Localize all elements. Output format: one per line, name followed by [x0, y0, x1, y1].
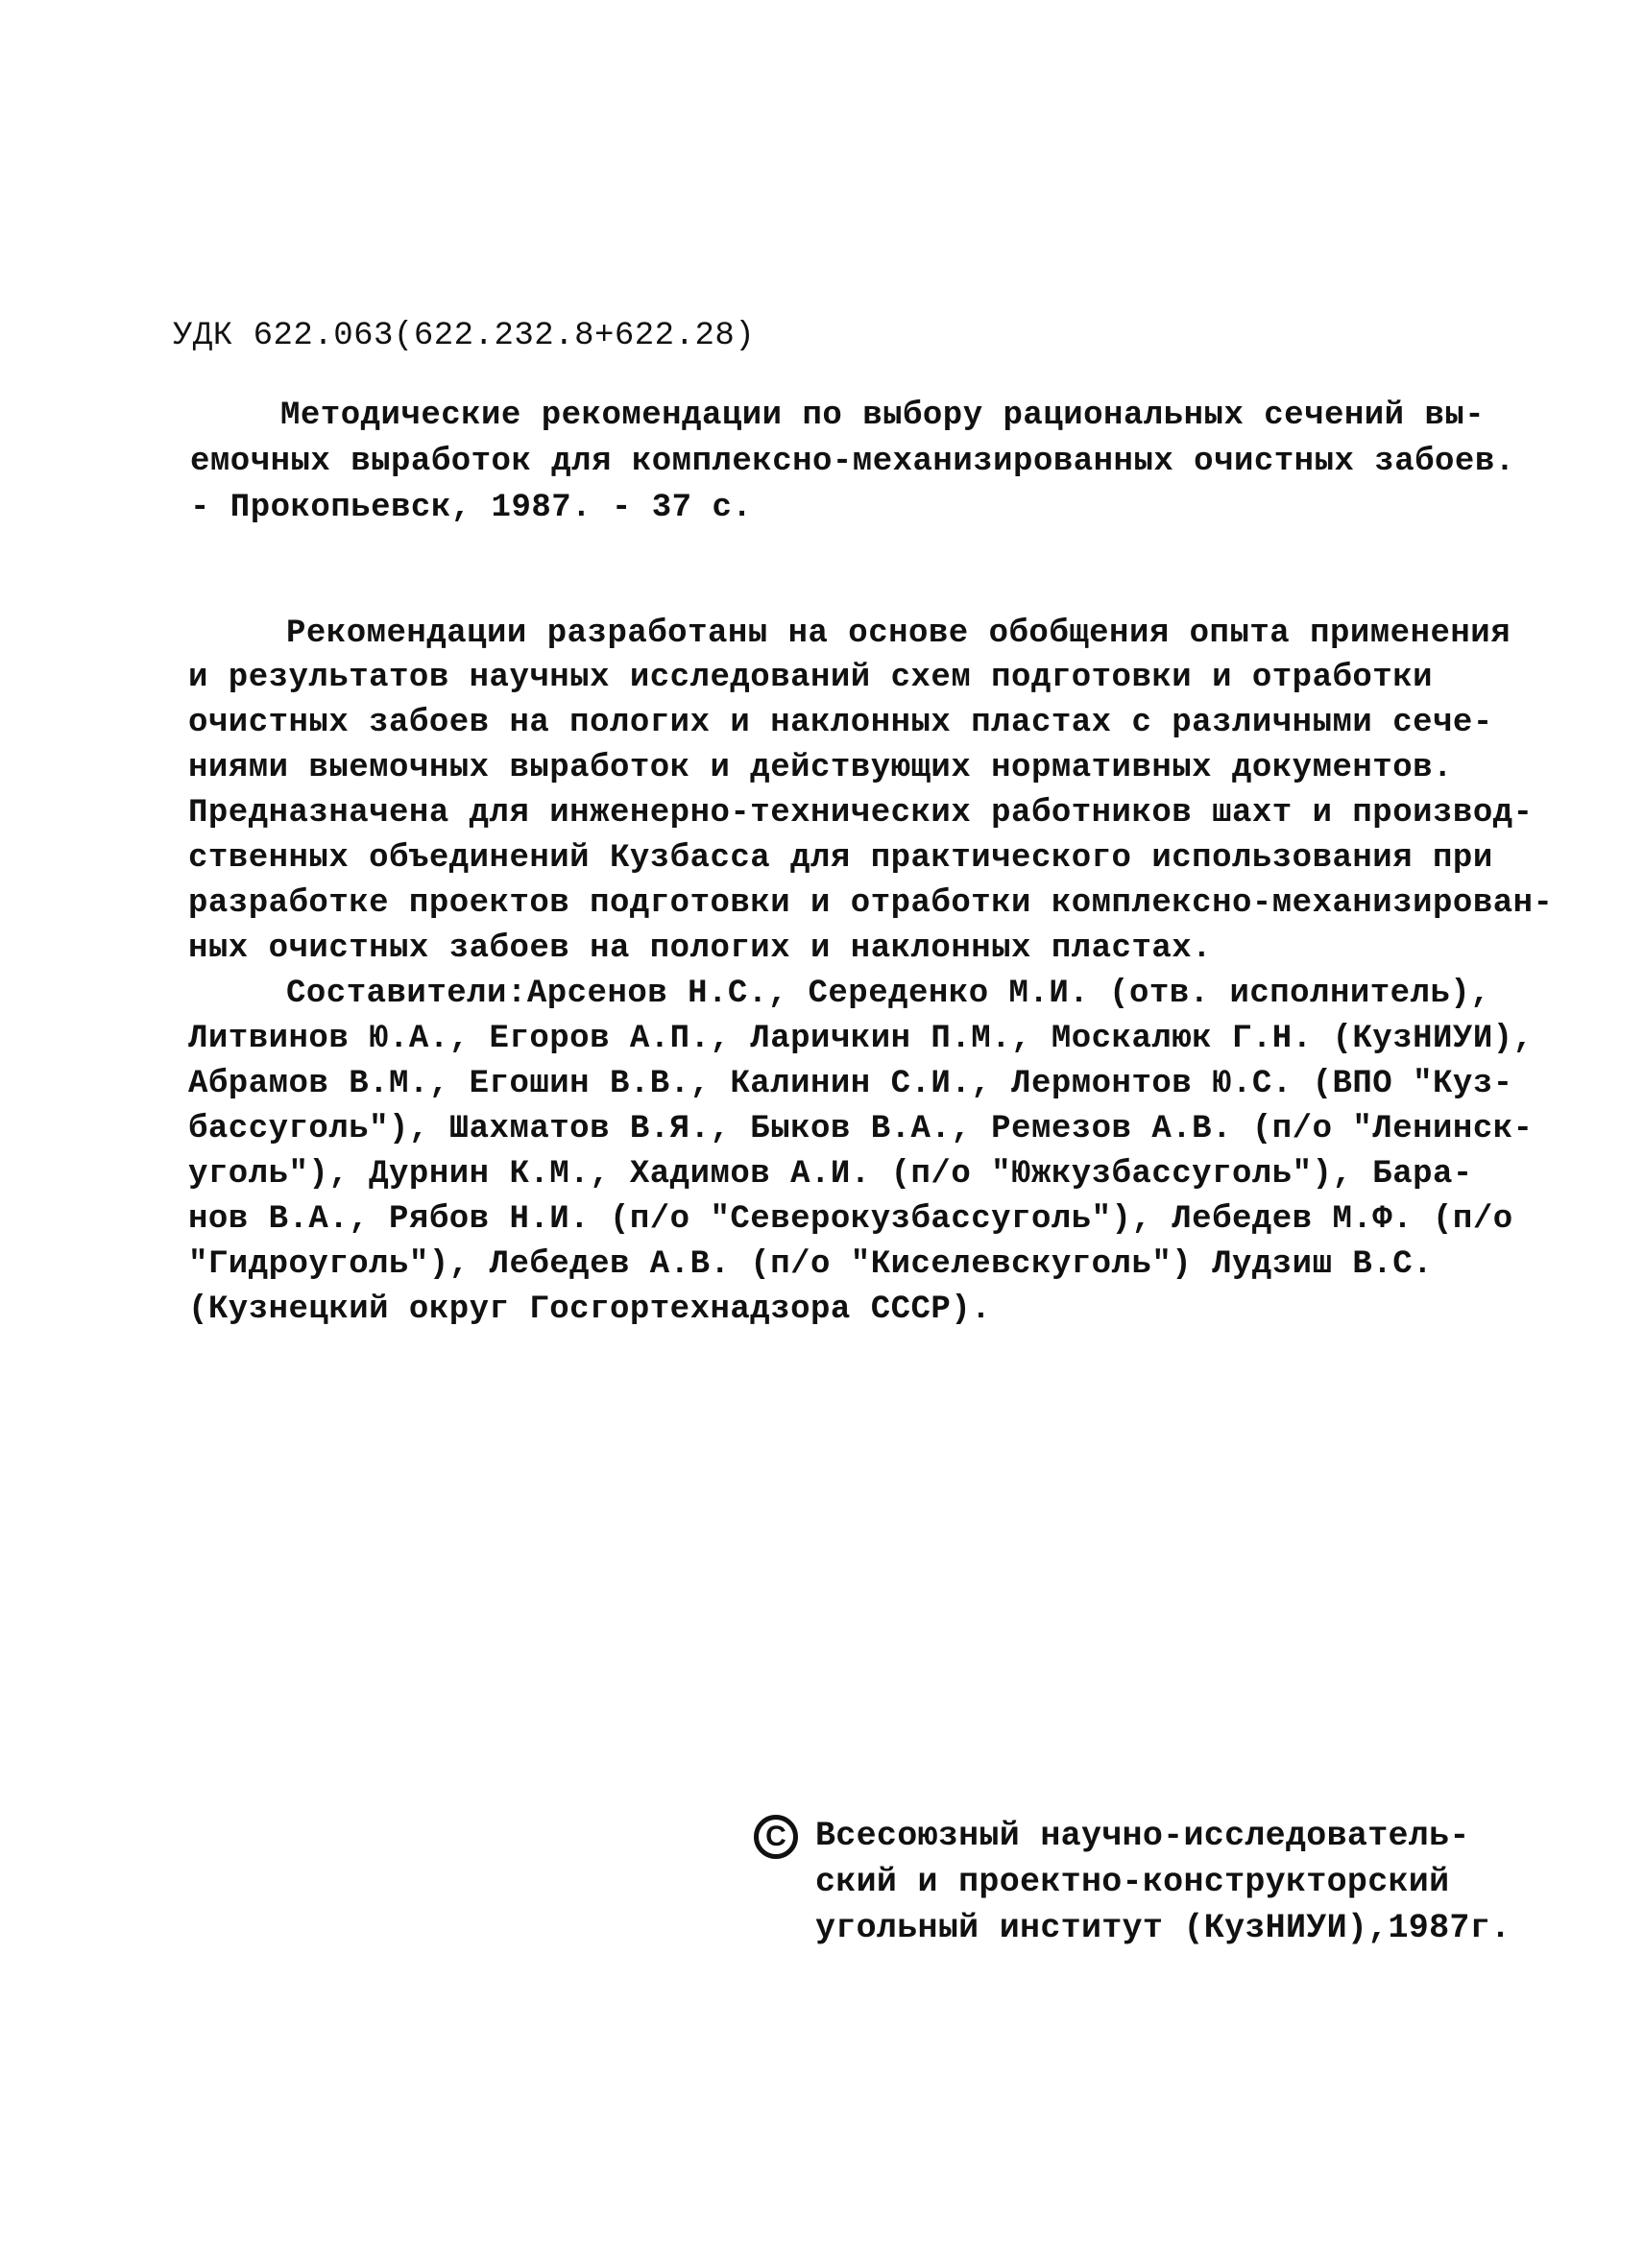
authors-line-6: нов В.А., Рябов Н.И. (п/о "Северокузбассуголь"), Лебедев М.Ф. (п/о	[188, 1201, 1513, 1238]
authors-line-5: уголь"), Дурнин К.М., Хадимов А.И. (п/о "Южкузбассуголь"), Бара-	[188, 1156, 1473, 1193]
abstract-line-5: Предназначена для инженерно-технических работников шахт и производ-	[188, 795, 1534, 832]
copyright-icon: C	[754, 1815, 798, 1859]
authors-line-1: Составители:Арсенов Н.С., Середенко М.И. (отв. исполнитель),	[286, 976, 1491, 1012]
copyright-line-1: Всесоюзный научно-исследователь-	[815, 1817, 1470, 1855]
authors-line-4: бассуголь"), Шахматов В.Я., Быков В.А., Ремезов А.В. (п/о "Ленинск-	[188, 1111, 1534, 1147]
copyright-line-3: угольный институт (КузНИУИ),1987г.	[815, 1909, 1511, 1947]
bibliographic-line-3: - Прокопьевск, 1987. - 37 с.	[190, 490, 753, 526]
authors-line-8: (Кузнецкий округ Госгортехнадзора СССР).	[188, 1291, 992, 1328]
abstract-line-3: очистных забоев на пологих и наклонных пластах с различными сече-	[188, 705, 1493, 741]
abstract-line-8: ных очистных забоев на пологих и наклонных пластах.	[188, 930, 1213, 967]
bibliographic-line-2: емочных выработок для комплексно-механизированных очистных забоев.	[190, 444, 1515, 480]
abstract-line-6: ственных объединений Кузбасса для практического использования при	[188, 840, 1493, 877]
bibliographic-line-1: Методические рекомендации по выбору рациональных сечений вы-	[280, 398, 1486, 434]
abstract-line-1: Рекомендации разработаны на основе обобщения опыта применения	[286, 615, 1511, 652]
copyright-line-2: ский и проектно-конструкторский	[815, 1863, 1450, 1901]
abstract-line-7: разработке проектов подготовки и отработки комплексно-механизирован-	[188, 885, 1554, 922]
authors-line-3: Абрамов В.М., Егошин В.В., Калинин С.И., Лермонтов Ю.С. (ВПО "Куз-	[188, 1066, 1513, 1102]
authors-line-2: Литвинов Ю.А., Егоров А.П., Ларичкин П.М., Москалюк Г.Н. (КузНИУИ),	[188, 1021, 1534, 1057]
abstract-line-2: и результатов научных исследований схем подготовки и отработки	[188, 660, 1434, 696]
abstract-line-4: ниями выемочных выработок и действующих нормативных документов.	[188, 750, 1453, 786]
authors-line-7: "Гидроуголь"), Лебедев А.В. (п/о "Киселевскуголь") Лудзиш В.С.	[188, 1246, 1434, 1283]
udk-line: УДК 622.063(622.232.8+622.28)	[173, 318, 756, 354]
